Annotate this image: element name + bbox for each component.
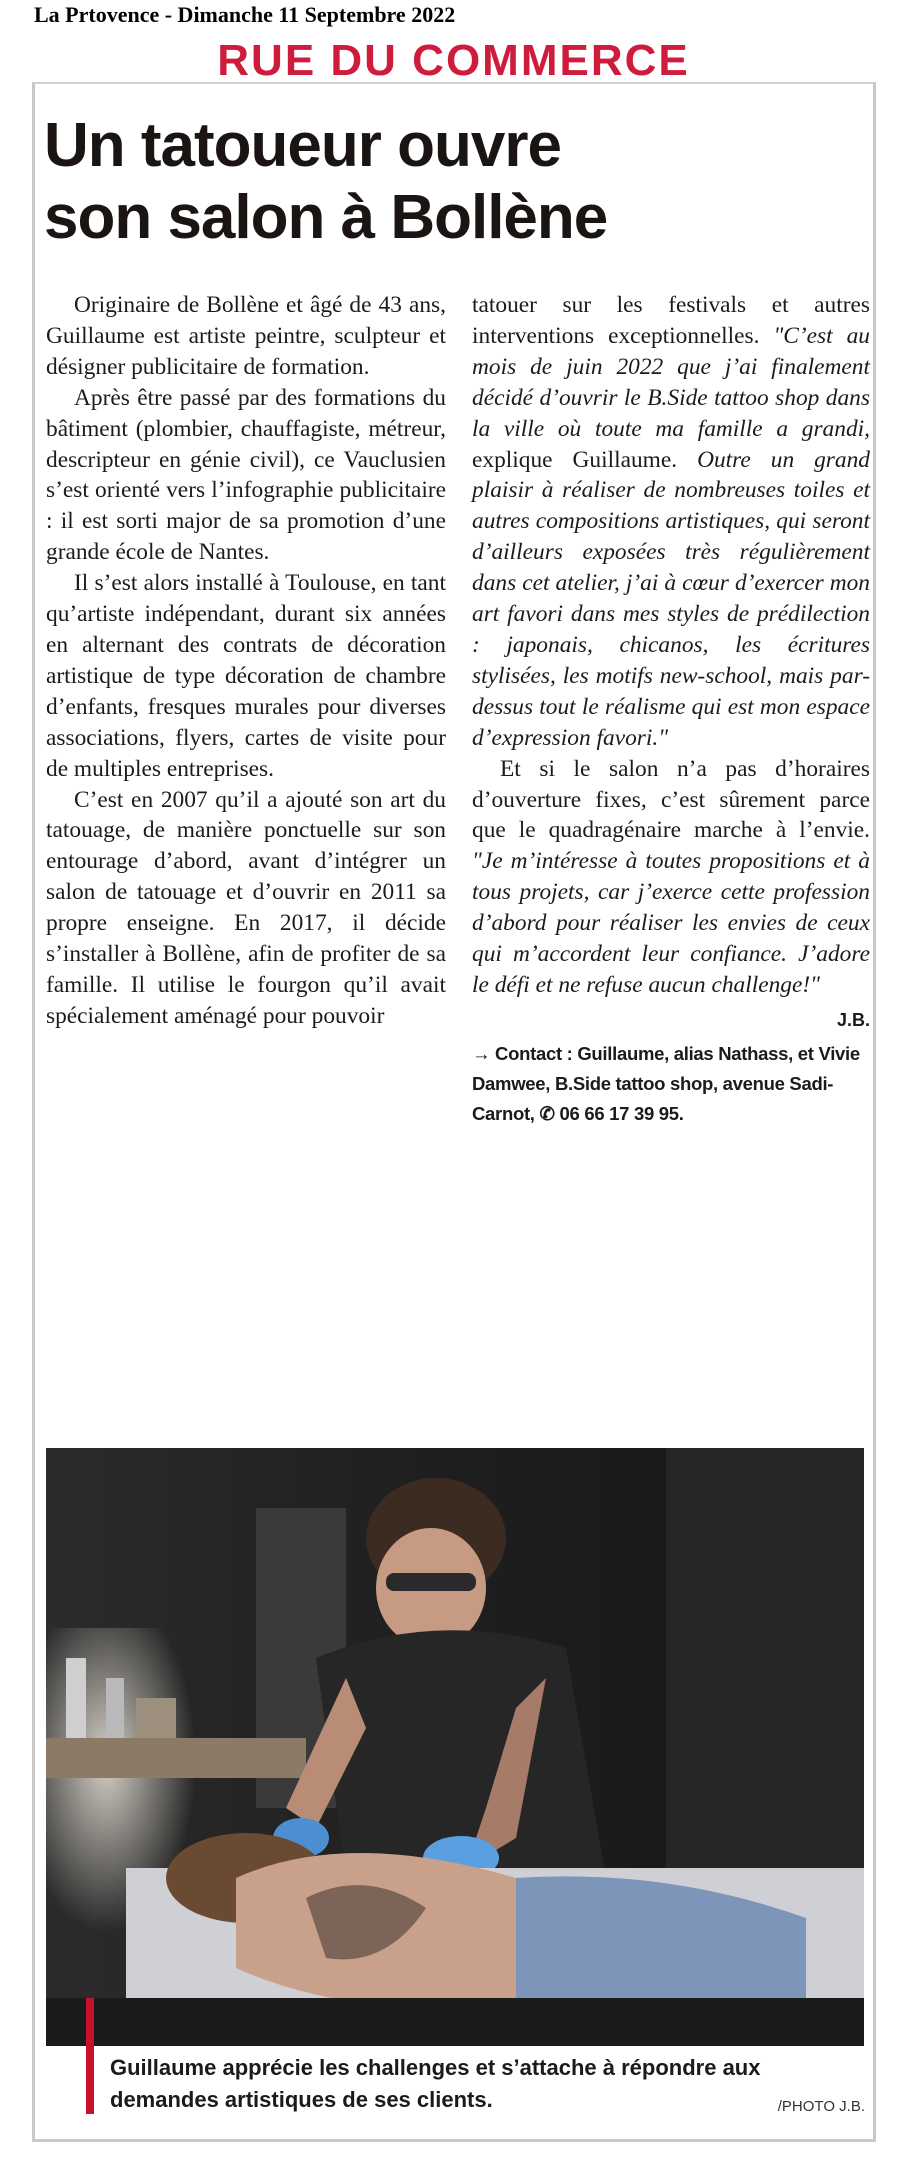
dateline: La Prtovence - Dimanche 11 Septembre 2022 xyxy=(34,2,456,27)
paragraph xyxy=(472,290,870,754)
caption-accent-bar xyxy=(86,1998,94,2114)
quote: "Je m’intéresse à toutes propositions et à tous projets, car j’exerce cette profession d’abord pour réaliser les envies de ceux qui m’accordent leur confiance. J’adore le défi et ne refuse aucun challenge!" xyxy=(472,848,870,998)
paragraph-text: explique Guillaume. xyxy=(472,446,698,473)
paragraph-text: tatouer sur les festivals et autres interventions exceptionnelles. xyxy=(472,292,870,349)
paragraph xyxy=(472,754,870,1001)
article-photo xyxy=(46,1448,864,2046)
paragraph: Après être passé par des formations du bâtiment (plombier, chauffagiste, métreur, descripteur en génie civil), ce Vauclusien s’est orienté vers l’infographie publicitaire : il est sorti major de sa promotion d’une grande école de Nantes. xyxy=(46,384,446,566)
author-signature: J.B. xyxy=(836,1009,870,1030)
bottle xyxy=(106,1678,124,1738)
tattoo-scene-illustration xyxy=(46,1448,864,2046)
photo-caption: Guillaume apprécie les challenges et s’attache à répondre aux demandes artistiques de ses clients. xyxy=(110,2055,761,2112)
side-table xyxy=(46,1738,306,1778)
quote: Outre un grand plaisir à réaliser de nombreuses toiles et autres compositions artistiques, qui seront d’ailleurs exposées très régulièrement dans cet atelier, j’ai à cœur d’exercer mon art favori dans mes styles de prédilection : japonais, chicanos, les écritures stylisées, les motifs new-school, mais par-dessus tout le réalisme qui est mon espace d’expression favori." xyxy=(472,446,870,751)
paragraph-text: Et si le salon n’a pas d’horaires d’ouverture fixes, c’est sûrement parce que le quadragénaire marche à l’envie. xyxy=(472,755,870,844)
supply-box xyxy=(136,1698,176,1738)
contact-info: → Contact : Guillaume, alias Nathass, et Vivie Damwee, B.Side tattoo shop, avenue Sadi-Carnot, ✆ 06 66 17 39 95. xyxy=(472,1042,860,1124)
quote: "C’est au mois de juin 2022 que j’ai finalement décidé d’ouvrir le B.Side tattoo shop dans la ville où toute ma famille a grandi, xyxy=(472,322,871,442)
article-column-right xyxy=(472,290,870,1129)
paragraph: Il s’est alors installé à Toulouse, en tant qu’artiste indépendant, durant six années en alternant des contrats de décoration artistique de type décoration de chambre d’enfants, fresques murales pour diverses associations, flyers, cartes de visite pour de multiples entreprises. xyxy=(46,570,446,782)
paragraph: C’est en 2007 qu’il a ajouté son art du tatouage, de manière ponctuelle sur son entourage d’abord, avant d’intégrer un salon de tatouage et d’ouvrir en 2011 sa propre enseigne. En 2017, il décide s’installer à Bollène, afin de profiter de sa famille. Il utilise le fourgon qu’il avait spécialement aménagé pour pouvoir xyxy=(46,786,446,1029)
floor-shadow xyxy=(46,1998,864,2046)
bottle xyxy=(66,1658,86,1738)
article-column-left xyxy=(46,290,446,1032)
headline-line-2: son salon à Bollène xyxy=(44,183,608,252)
photo-credit: /PHOTO J.B. xyxy=(777,2098,865,2115)
rubric-title: RUE DU COMMERCE xyxy=(217,36,690,85)
headline xyxy=(44,110,864,254)
glasses xyxy=(386,1573,476,1591)
paragraph: Originaire de Bollène et âgé de 43 ans, Guillaume est artiste peintre, sculpteur et désigner publicitaire de formation. xyxy=(46,292,446,380)
headline-line-1: Un tatoueur ouvre xyxy=(44,111,561,180)
